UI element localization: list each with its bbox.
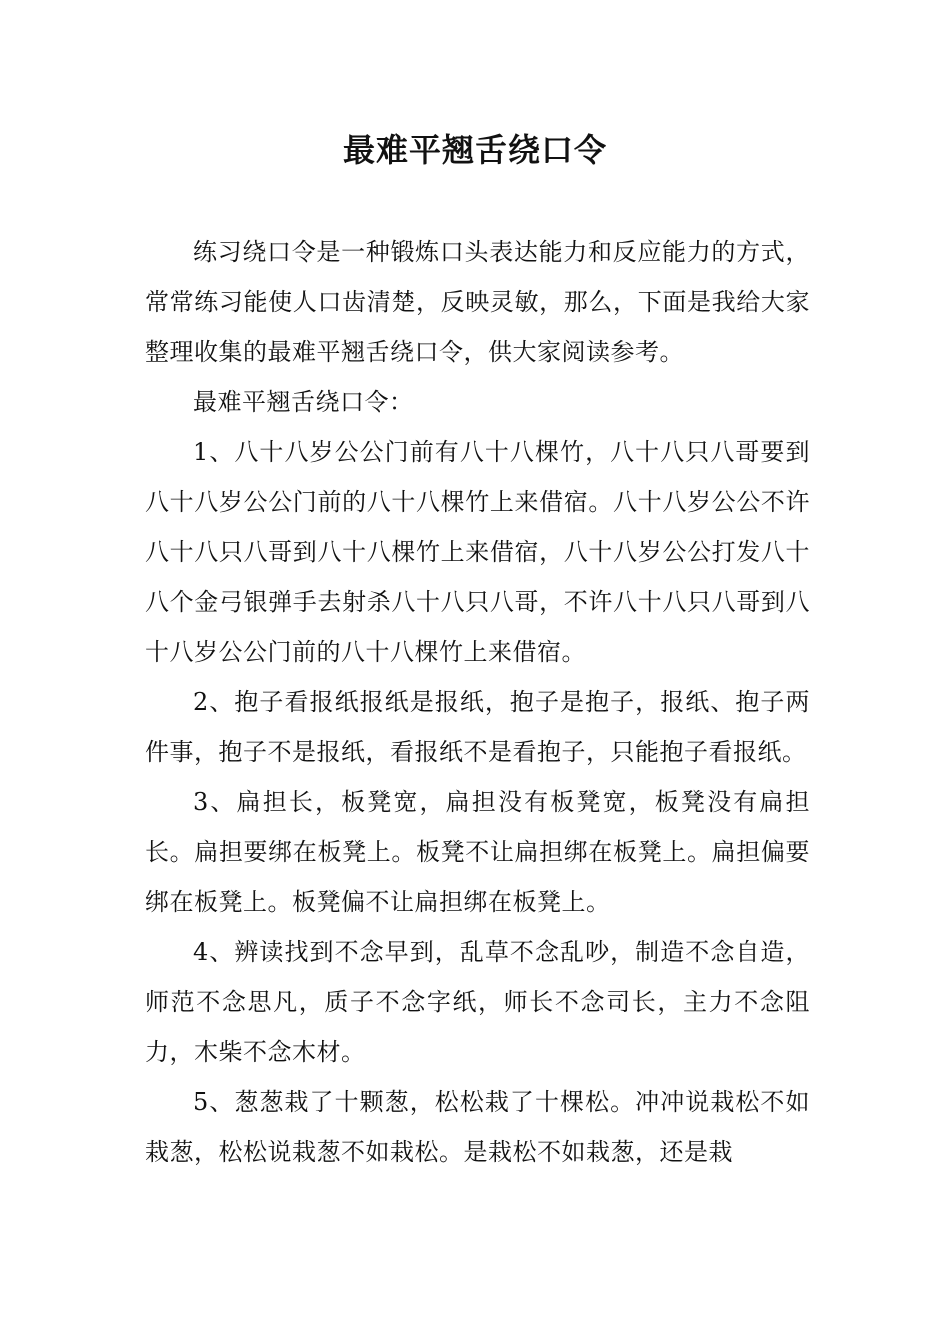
- document-title: 最难平翘舌绕口令: [342, 131, 607, 169]
- tongue-twister-4: 4、辨读找到不念早到，乱草不念乱吵，制造不念自造，师范不念思凡，质子不念字纸，师长不念司长，主力不念阻力，木柴不念木材。: [145, 938, 810, 1066]
- tongue-twister-1: 1、八十八岁公公门前有八十八棵竹，八十八只八哥要到八十八岁公公门前的八十八棵竹上来借宿。八十八岁公公不许八十八只八哥到八十八棵竹上来借宿，八十八岁公公打发八十八个金弓银弹手去射杀八十八只八哥，不许八十八只八哥到八十八岁公公门前的八十八棵竹上来借宿。: [145, 438, 810, 666]
- section-heading: 最难平翘舌绕口令：: [193, 388, 414, 416]
- intro-paragraph: 练习绕口令是一种锻炼口头表达能力和反应能力的方式，常常练习能使人口齿清楚，反映灵敏，那么，下面是我给大家整理收集的最难平翘舌绕口令，供大家阅读参考。: [145, 238, 810, 366]
- document-body: [145, 227, 810, 1177]
- tongue-twister-2: 2、抱子看报纸报纸是报纸，抱子是抱子，报纸、抱子两件事，抱子不是报纸，看报纸不是看抱子，只能抱子看报纸。: [145, 688, 810, 766]
- tongue-twister-5: 5、葱葱栽了十颗葱，松松栽了十棵松。冲冲说栽松不如栽葱，松松说栽葱不如栽松。是栽松不如栽葱，还是栽: [145, 1088, 810, 1166]
- tongue-twister-3: 3、扁担长，板凳宽，扁担没有板凳宽，板凳没有扁担长。扁担要绑在板凳上。板凳不让扁担绑在板凳上。扁担偏要绑在板凳上。板凳偏不让扁担绑在板凳上。: [145, 788, 810, 916]
